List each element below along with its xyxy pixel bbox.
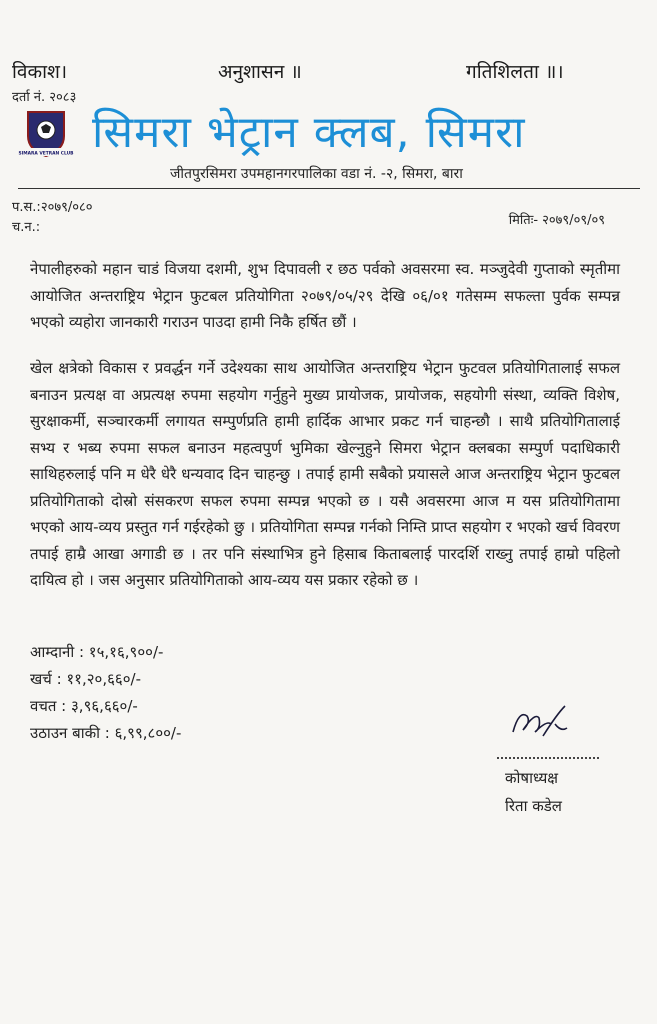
motto-discipline: अनुशासन ॥	[218, 61, 302, 83]
motto-dynamism: गतिशिलता ॥।	[466, 61, 564, 83]
motto-development: विकाश।	[12, 61, 68, 83]
signer-name: रिता कडेल	[505, 797, 562, 815]
signer-title: कोषाध्यक्ष	[505, 769, 559, 787]
body-paragraph-2: खेल क्षत्रेको विकास र प्रवर्द्धन गर्ने उदेश्यका साथ आयोजित अन्तराष्ट्रिय भेट्रान फुटवल प्रतियोगितालाई सफल बनाउन प्रत्यक्ष वा अप्रत्यक्ष रुपमा सहयोग गर्नुहुने मुख्य प्रायोजक, प्रायोजक, सहयोगी संस्था, व्यक्ति विशेष, सुरक्षाकर्मी, सञ्चारकर्मी लगायत सम्पुर्णप्रति हामी हार्दिक आभार प्रकट गर्न चाहन्छौ । साथै प्रतियोगितालाई सभ्य र भब्य रुपमा सफल बनाउन महत्वपुर्ण भुमिका खेल्नुहुने सिमरा भेट्रान क्लबका सम्पुर्ण पदाधिकारी साथिहरुलाई पनि म धेरै धेरै धन्यवाद दिन चाहन्छु । तपाई हामी सबैको प्रयासले आज अन्तराष्ट्रिय भेट्रान फुटबल प्रतियोगिताको दोस्रो संसकरण सफल रुपमा सम्पन्न भएको छ । यसै अवसरमा आज म यस प्रतियोगितामा भएको आय-व्यय प्रस्तुत गर्न गईरहेको छु । प्रतियोगिता सम्पन्न गर्नको निम्ति प्राप्त सहयोग र भएको खर्च विवरण तपाई हाम्रै आखा अगाडी छ । तर पनि संस्थाभित्र हुने हिसाब किताबलाई पारदर्शि राख्नु तपाई हाम्रो पहिलो दायित्व हो । जस अनुसार प्रतियोगिताको आय-व्यय यस प्रकार रहेको छ ।	[30, 359, 620, 589]
club-logo	[18, 108, 74, 160]
income-line: आम्दानी : १५,१६,९००/-	[30, 643, 164, 661]
logo-text: SIMARA VETRAN CLUB	[18, 151, 74, 157]
letter-number: प.स.:२०७९/०८०	[12, 200, 93, 215]
header-divider	[18, 188, 640, 189]
letter-date: मितिः- २०७९/०९/०९	[508, 213, 605, 228]
savings-line: वचत : ३,९६,६६०/-	[30, 697, 138, 715]
dispatch-number: च.न.:	[12, 220, 41, 235]
club-name-title: सिमरा भेट्रान क्लब, सिमरा	[92, 107, 526, 158]
registration-number: दर्ता नं. २०८३	[12, 90, 77, 105]
handwritten-signature	[505, 702, 575, 748]
signature-line	[497, 757, 599, 759]
body-paragraph-1: नेपालीहरुको महान चाडं विजया दशमी, शुभ दिपावली र छठ पर्वको अवसरमा स्व. मञ्जुदेवी गुप्ताको स्मृतीमा आयोजित अन्तराष्ट्रिय भेट्रान फुटबल प्रतियोगिता २०७९/०५/२९ देखि ०६/०१ गतेसम्म सफल्ता पुर्वक सम्पन्न भएको व्यहोरा जानकारी गराउन पाउदा हामी निकै हर्षित छौं ।	[30, 260, 620, 331]
receivable-line: उठाउन बाकी : ६,९९,८००/-	[30, 724, 182, 742]
expense-line: खर्च : ११,२०,६६०/-	[30, 670, 141, 688]
club-address: जीतपुरसिमरा उपमहानगरपालिका वडा नं. -२, सिमरा, बारा	[170, 166, 463, 182]
